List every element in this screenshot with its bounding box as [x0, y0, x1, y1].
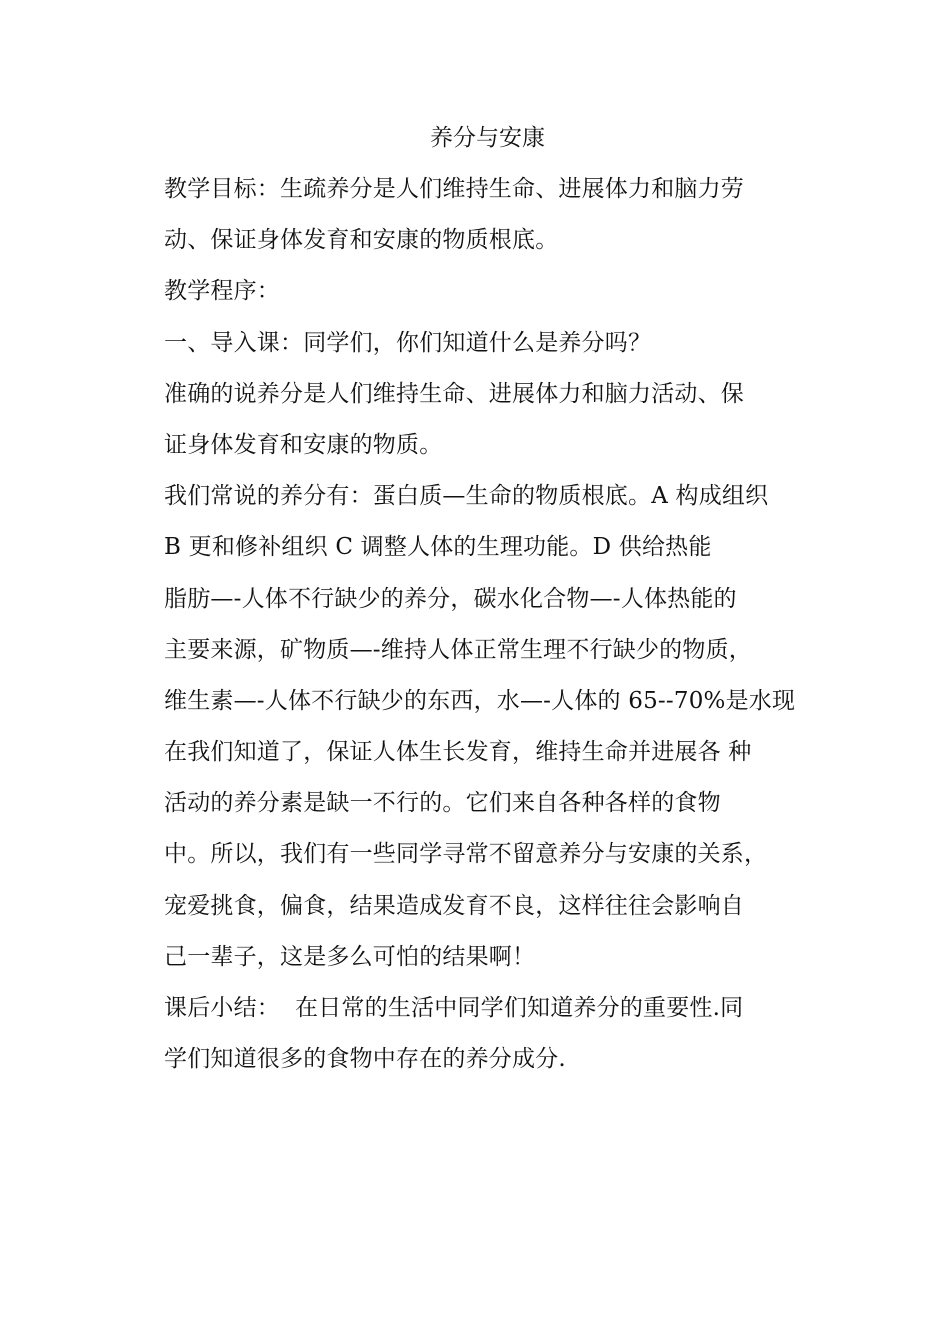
body-line-14: 中。所以，我们有一些同学寻常不留意养分与安康的关系，	[164, 841, 768, 868]
body-line-15: 宠爱挑食，偏食，结果造成发育不良，这样往往会影响自	[164, 892, 744, 919]
body-line-10: 主要来源，矿物质—-维持人体正常生理不行缺少的物质，	[164, 636, 752, 663]
body-line-3: 教学程序：	[164, 278, 280, 305]
body-line-11: 维生素—-人体不行缺少的东西，水—-人体的 65--70%是水现	[164, 687, 796, 714]
body-line-16: 己一辈子，这是多么可怕的结果啊！	[164, 943, 536, 970]
body-line-4: 一、导入课：同学们，你们知道什么是养分吗？	[164, 329, 652, 356]
body-line-2: 动、保证身体发育和安康的物质根底。	[164, 227, 559, 254]
body-line-7: 我们常说的养分有：蛋白质—生命的物质根底。A 构成组织	[164, 483, 769, 510]
body-line-8: B 更和修补组织 C 调整人体的生理功能。D 供给热能	[164, 534, 712, 561]
body-line-9: 脂肪—-人体不行缺少的养分，碳水化合物—-人体热能的	[164, 585, 737, 612]
body-line-17: 课后小结： 在日常的生活中同学们知道养分的重要性.同	[164, 995, 744, 1021]
document-title: 养分与安康	[430, 125, 545, 151]
body-line-6: 证身体发育和安康的物质。	[164, 431, 443, 458]
body-line-12: 在我们知道了，保证人体生长发育，维持生命并进展各 种	[164, 739, 752, 766]
document-body	[164, 170, 934, 1091]
body-line-13: 活动的养分素是缺一不行的。它们来自各种各样的食物	[164, 790, 721, 817]
body-line-18: 学们知道很多的食物中存在的养分成分.	[164, 1046, 566, 1073]
body-line-1: 教学目标：生疏养分是人们维持生命、进展体力和脑力劳	[164, 176, 744, 202]
body-line-5: 准确的说养分是人们维持生命、进展体力和脑力活动、保	[164, 380, 744, 407]
